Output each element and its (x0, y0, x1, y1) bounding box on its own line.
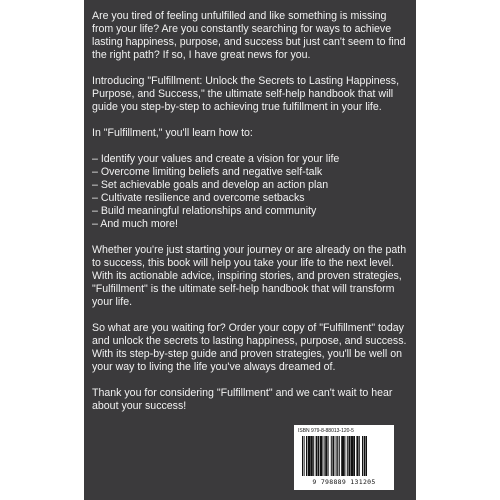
barcode-stripe (337, 436, 338, 476)
barcode-stripe (336, 436, 337, 476)
barcode-stripe (347, 436, 348, 476)
book-back-cover (84, 0, 416, 500)
barcode-stripe (359, 436, 360, 476)
barcode-stripe (356, 436, 358, 476)
intro-paragraph: Are you tired of feeling unfulfilled and like something is missing from your life? Are you constantly searching for ways to achieve lasting happiness, purpose, and success but just can't seem to find the right path? If so, I have great news for you. (92, 10, 406, 61)
barcode-stripe (318, 436, 319, 476)
barcode-stripe (311, 436, 313, 476)
barcode-digits: 9 798889 131205 (312, 478, 376, 486)
barcode-stripe (316, 436, 318, 476)
book-introduction-paragraph: Introducing "Fulfillment: Unlock the Secrets to Lasting Happiness, Purpose, and Success," the ultimate self-help handbook that will guide you step-by-step to achieving true fulfillment in your life. (92, 75, 400, 113)
list-heading: In "Fulfillment," you'll learn how to: (92, 127, 253, 139)
barcode-stripe (324, 436, 325, 476)
barcode-stripe (344, 436, 345, 476)
thank-you-paragraph: Thank you for considering "Fulfillment" and we can't wait to hear about your success! (92, 387, 393, 412)
barcode-stripe (325, 436, 327, 476)
barcode-stripe (341, 436, 344, 476)
barcode-stripe (302, 436, 303, 476)
barcode-stripe (306, 436, 307, 476)
list-item: – And much more! (92, 218, 178, 230)
barcode-stripe (331, 436, 332, 476)
list-item: – Overcome limiting beliefs and negative self-talk (92, 166, 323, 178)
list-item: – Set achievable goals and develop an action plan (92, 179, 329, 191)
isbn-barcode (294, 425, 394, 490)
barcode-stripe (304, 436, 305, 476)
call-to-action-paragraph: So what are you waiting for? Order your copy of "Fulfillment" today and unlock the secrets to lasting happiness, purpose, and success. With its step-by-step guide and proven strategies, you'll be well on your way to living the life you've always dreamed of. (92, 322, 407, 373)
barcode-stripe (348, 436, 350, 476)
barcode-stripe (313, 436, 314, 476)
isbn-label: ISBN 979-8-88013-120-5 (298, 428, 354, 434)
barcode-stripe (366, 436, 367, 476)
barcode-stripe (328, 436, 329, 476)
benefits-list (92, 153, 410, 231)
list-item: – Build meaningful relationships and community (92, 205, 317, 217)
barcode-bars (302, 436, 388, 476)
barcode-stripe (364, 436, 366, 476)
list-item: – Identify your values and create a vision for your life (92, 153, 340, 165)
barcode-stripe (351, 436, 354, 476)
barcode-stripe (362, 436, 363, 476)
back-cover-text (92, 10, 410, 426)
barcode-stripe (332, 436, 334, 476)
barcode-stripe (308, 436, 311, 476)
barcode-stripe (354, 436, 355, 476)
barcode-stripe (320, 436, 323, 476)
journey-paragraph: Whether you're just starting your journey or are already on the path to success, this book will help you take your life to the next level. With its actionable advice, inspiring stories, and proven strategies, "Fulfillment" is the ultimate self-help handbook that will transform your life. (92, 244, 407, 308)
list-item: – Cultivate resilience and overcome setbacks (92, 192, 305, 204)
barcode-stripe (339, 436, 340, 476)
